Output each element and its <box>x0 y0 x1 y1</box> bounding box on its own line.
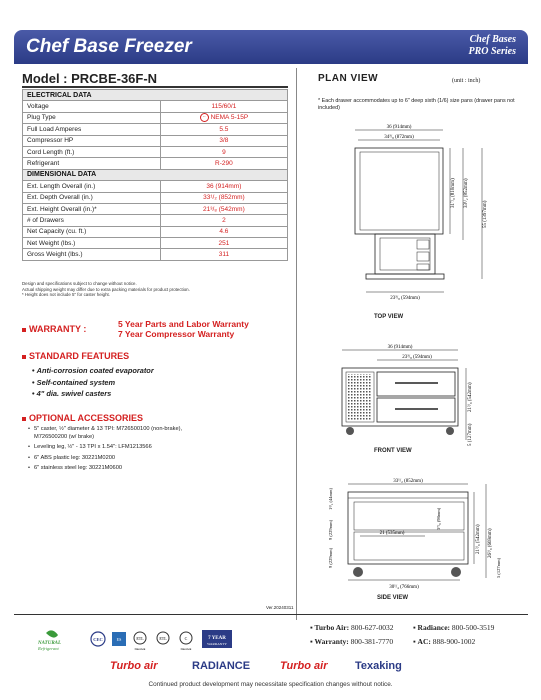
disclaimer-line: Actual shipping weight may differ due to extra packing materials for product protection. <box>22 286 190 292</box>
dim-label: 5 (127mm) <box>496 557 501 578</box>
svg-text:C: C <box>184 636 188 641</box>
model-number: Model : PRCBE-36F-N <box>22 71 158 86</box>
contact-radiance: ▪ Radiance: 800-500-3519 <box>413 623 495 632</box>
header-bar <box>14 30 528 64</box>
spec-value: 115/60/1 <box>160 101 287 112</box>
spec-table <box>22 89 288 261</box>
accessories-heading-text: OPTIONAL ACCESSORIES <box>29 413 144 423</box>
contact-number: 888-900-1002 <box>432 636 476 646</box>
accessories-heading <box>22 413 143 423</box>
series-label <box>469 34 517 58</box>
side-view-label: SIDE VIEW <box>377 595 409 601</box>
disclaimer-line: * Height does not include 5" for caster height. <box>22 292 110 298</box>
unit-label: (unit : inch) <box>452 78 481 84</box>
contact-ac: ▪ AC: 888-900-1002 <box>413 636 476 646</box>
contact-number: 800-500-3519 <box>451 623 495 632</box>
spec-value: 36 (914mm) <box>160 181 287 192</box>
column-divider <box>296 68 297 620</box>
list-item: • 4" dia. swivel casters <box>32 388 154 400</box>
spec-value: R-290 <box>160 158 287 169</box>
spec-label: Refrigerant <box>23 158 161 169</box>
dim-label: 55 (1397mm) <box>483 200 488 228</box>
spec-value: 5.5 <box>160 124 287 135</box>
spec-label: Net Capacity (cu. ft.) <box>23 226 161 237</box>
spec-label: # of Drawers <box>23 215 161 226</box>
side-view-drawing <box>300 474 530 594</box>
dim-label: 34³/₈ (872mm) <box>384 135 414 140</box>
contact-label: Radiance: <box>417 623 451 632</box>
list-item: • Self-contained system <box>32 377 154 389</box>
svg-text:CEC: CEC <box>93 637 103 642</box>
spec-label: Full Load Amperes <box>23 124 161 135</box>
dim-label: 36 (914mm) <box>387 345 413 350</box>
bullet-square-icon <box>22 355 26 359</box>
bullet-square-icon <box>22 417 26 421</box>
plan-view-title: PLAN VIEW <box>318 73 379 84</box>
contact-label: Warranty: <box>314 636 349 646</box>
spec-value: 311 <box>160 249 287 260</box>
contact-number: 800-627-0032 <box>350 623 394 632</box>
svg-text:WARRANTY: WARRANTY <box>207 642 227 646</box>
disclaimer-line: Design and specifications subject to change without notice. <box>22 281 137 286</box>
bullet-square-icon <box>22 328 26 332</box>
disclaimer <box>22 281 190 298</box>
svg-text:ETL: ETL <box>159 636 167 641</box>
warranty-label <box>22 324 86 334</box>
turbo-air-logo: Turbo air <box>110 660 158 672</box>
contact-warranty: ▪ Warranty: 800-381-7770 <box>310 636 394 646</box>
dim-label: 21 (535mm) <box>379 531 405 536</box>
dim-label: 1³/₄ (44mm) <box>328 487 333 510</box>
contact-label: Turbo Air: <box>314 623 350 632</box>
spec-label: Ext. Depth Overall (in.) <box>23 192 161 203</box>
top-view-drawing <box>300 118 530 308</box>
dim-label: 23³/₈ (594mm) <box>402 355 432 360</box>
version-label: Ver.20240311 <box>266 605 294 610</box>
footer-tagline: Continued product development may necessitate specification changes without notice. <box>148 681 393 688</box>
svg-text:NATURAL: NATURAL <box>38 641 62 646</box>
warranty-lines <box>118 320 249 339</box>
svg-text:Intertek: Intertek <box>180 647 192 651</box>
features-heading <box>22 351 129 361</box>
features-heading-text: STANDARD FEATURES <box>29 351 130 361</box>
spec-label: Cord Length (ft.) <box>23 146 161 157</box>
dim-label: 31⁷/₈ (810mm) <box>451 178 456 208</box>
etl-sanitation-logo <box>157 632 169 644</box>
dim-label: 33¹/₂ (852mm) <box>464 178 469 208</box>
dim-label: 21³/₈ (542mm) <box>468 382 473 412</box>
svg-text:7 YEAR: 7 YEAR <box>208 636 226 641</box>
list-item: • 6" stainless steel leg: 30221M0600 <box>28 465 288 473</box>
spec-value <box>160 112 287 123</box>
spec-value: 2 <box>160 215 287 226</box>
top-view-label: TOP VIEW <box>374 314 404 320</box>
front-view-label: FRONT VIEW <box>374 448 412 454</box>
dimensional-heading: DIMENSIONAL DATA <box>23 169 288 180</box>
page-title: Chef Base Freezer <box>26 36 192 57</box>
spec-value: 251 <box>160 238 287 249</box>
series-line-2: PRO Series <box>468 46 516 57</box>
radiance-logo: RADIANCE <box>192 660 251 672</box>
dim-label: 3⁷/₈ (98mm) <box>436 507 441 530</box>
spec-label: Ext. Length Overall (in.) <box>23 181 161 192</box>
plug-icon: ·· <box>200 113 209 122</box>
warranty-line: 5 Year Parts and Labor Warranty <box>118 319 249 329</box>
list-item: • Leveling leg, ½" - 13 TPI x 1.54": LFM1213566 <box>28 444 288 452</box>
series-line-1: Chef Bases <box>469 34 516 45</box>
cec-logo <box>91 632 105 646</box>
spec-label: Plug Type <box>23 112 161 123</box>
certification-logos <box>38 627 258 655</box>
spec-label: Compressor HP <box>23 135 161 146</box>
dim-label: 9 (229mm) <box>328 547 333 568</box>
contact-turbo: ▪ Turbo Air: 800-627-0032 <box>310 623 394 632</box>
front-view-drawing <box>300 340 530 450</box>
svg-text:Refrigerant: Refrigerant <box>38 646 59 651</box>
energy-logo <box>112 632 126 646</box>
drawer-note: * Each drawer accommodates up to 6" deep sixth (1/6) size pans (drawer pans not included) <box>318 98 515 111</box>
model-underline <box>22 86 288 88</box>
contact-block <box>310 621 516 649</box>
list-item: • Anti-corrosion coated evaporator <box>32 365 154 377</box>
dim-label: 33¹/₂ (852mm) <box>393 479 423 484</box>
footer-divider <box>14 614 528 615</box>
spec-value: 3/8 <box>160 135 287 146</box>
electrical-heading: ELECTRICAL DATA <box>23 90 288 101</box>
dim-label: 21³/₈ (542mm) <box>476 524 481 554</box>
dim-label: 36 (914mm) <box>386 125 412 130</box>
features-list <box>32 365 154 400</box>
svg-text:ETL: ETL <box>136 636 144 641</box>
spec-value: 21³/₈ (542mm) <box>160 203 287 214</box>
dim-label: 30¹/₄ (766mm) <box>389 585 419 590</box>
spec-value: 9 <box>160 146 287 157</box>
svg-text:Intertek: Intertek <box>134 647 146 651</box>
warranty-label-text: WARRANTY : <box>29 324 87 334</box>
warranty-line: 7 Year Compressor Warranty <box>118 328 235 339</box>
spec-label: Gross Weight (lbs.) <box>23 249 161 260</box>
brand-logos <box>110 660 440 676</box>
dim-label: 23³/₈ (594mm) <box>390 296 420 301</box>
contact-label: AC: <box>417 636 431 646</box>
accessories-list <box>28 426 288 476</box>
plug-text: NEMA 5-15P <box>210 114 249 122</box>
intertek-logo-2 <box>180 632 192 651</box>
spec-label: Ext. Height Overall (in.)* <box>23 203 161 214</box>
dim-label: 9 (229mm) <box>328 519 333 540</box>
intertek-logo <box>134 632 146 651</box>
list-item: • 6" ABS plastic leg: 30221M0200 <box>28 455 288 463</box>
dim-label: 26³/₈ (669mm) <box>488 528 493 558</box>
texaking-logo: Texaking <box>355 660 402 672</box>
spec-value: 4.6 <box>160 226 287 237</box>
list-item: • 5" caster, ½" diameter & 13 TPI: M726500100 (non-brake), M726500200 (w/ brake) <box>28 426 288 441</box>
spec-label: Net Weight (lbs.) <box>23 238 161 249</box>
spec-label: Voltage <box>23 101 161 112</box>
natural-refrigerant-logo <box>38 630 61 651</box>
spec-value: 33¹/₂ (852mm) <box>160 192 287 203</box>
turbo-air-logo-2: Turbo air <box>280 660 328 672</box>
dim-label: 5 (127mm) <box>468 423 473 446</box>
contact-number: 800-381-7770 <box>350 636 394 646</box>
svg-text:ES: ES <box>116 637 122 642</box>
warranty-badge-logo <box>202 630 232 648</box>
